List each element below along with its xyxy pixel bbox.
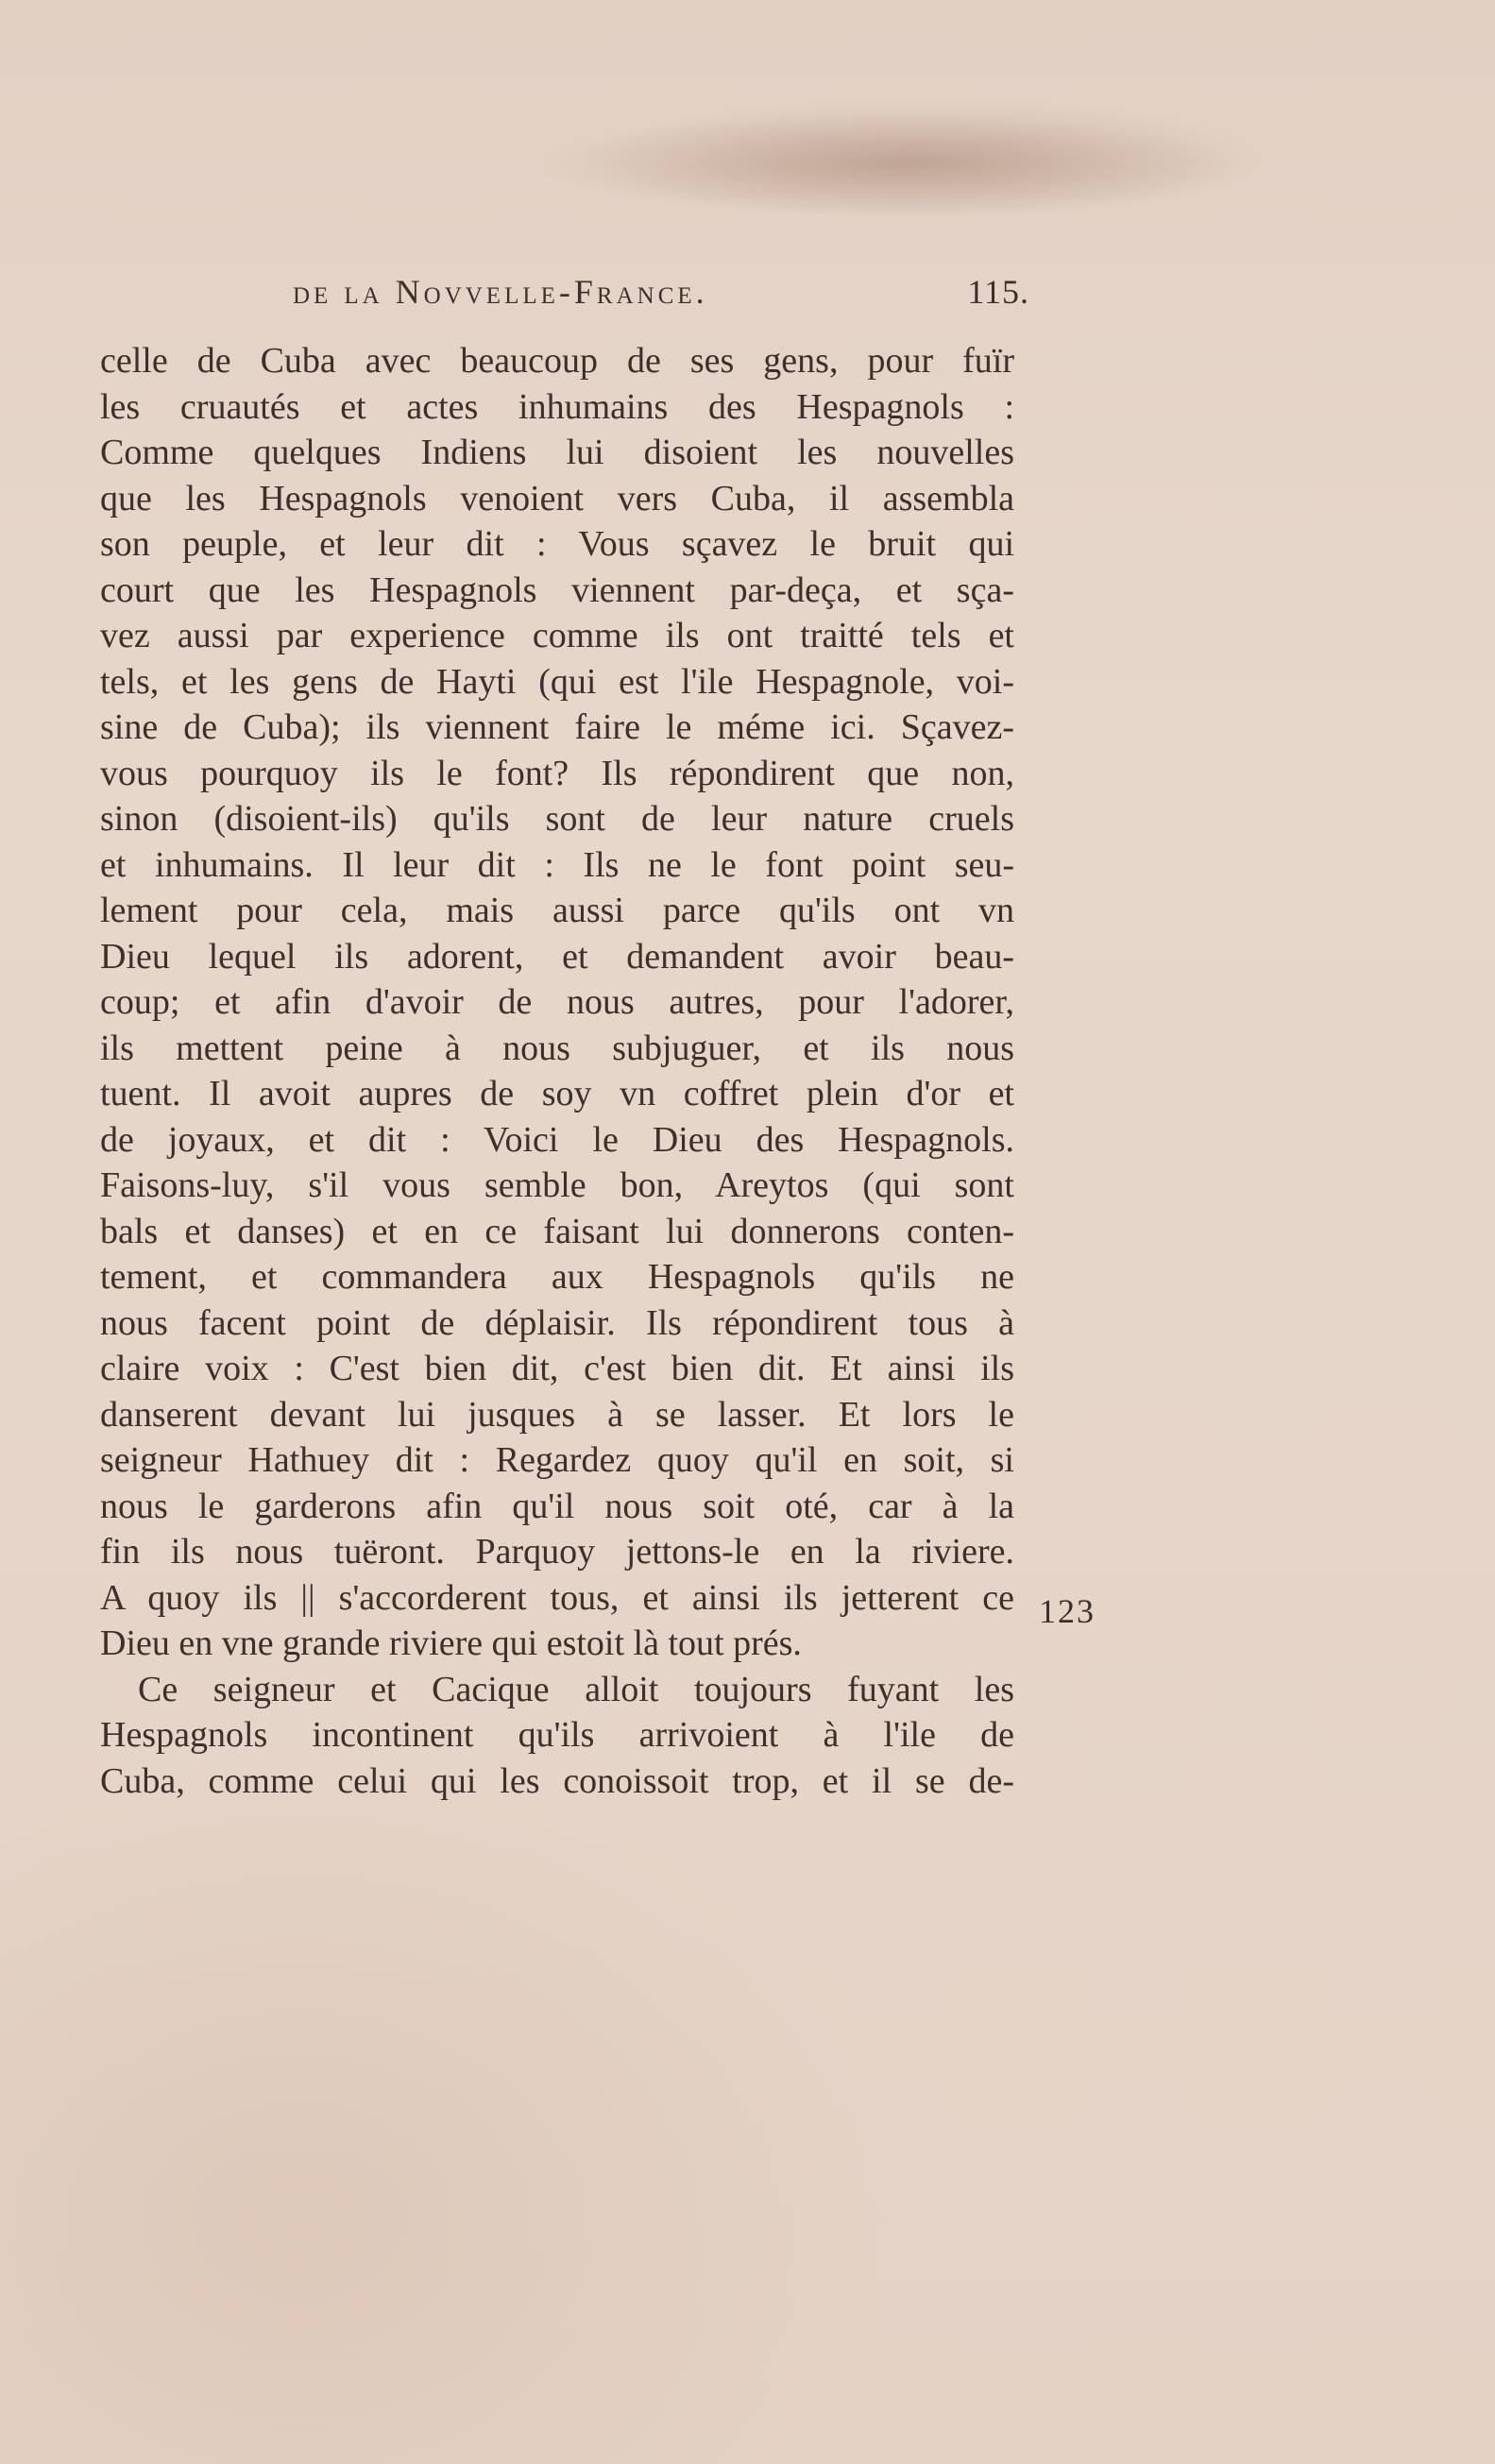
text-line: sinon (disoient-ils) qu'ils sont de leur nature cruels [100, 799, 1014, 839]
text-line: coup; et afin d'avoir de nous autres, pour l'adorer, [100, 982, 1014, 1022]
text-line: Dieu en vne grande riviere qui estoit là tout prés. [100, 1623, 802, 1663]
text-line: danserent devant lui jusques à se lasser. Et lors le [100, 1394, 1014, 1435]
text-line: ils mettent peine à nous subjuguer, et ils nous [100, 1028, 1014, 1068]
text-line: fin ils nous tuëront. Parquoy jettons-le en la riviere. [100, 1532, 1014, 1572]
running-title: de la Novvelle-France. [293, 273, 708, 311]
text-line: court que les Hespagnols viennent par-deça, et sça- [100, 569, 1014, 610]
text-line: Dieu lequel ils adorent, et demandent avoir beau- [100, 936, 1014, 977]
text-line: Cuba, comme celui qui les conoissoit trop, et il se de- [100, 1760, 1014, 1801]
text-line: lement pour cela, mais aussi parce qu'ils ont vn [100, 891, 1014, 930]
paper-stain [529, 113, 1247, 217]
paragraph-start-line: Ce seigneur et Cacique alloit toujours fuyant les [138, 1669, 1014, 1709]
text-line: claire voix : C'est bien dit, c'est bien dit. Et ainsi ils [100, 1349, 1014, 1388]
page-number: 115. [967, 273, 1029, 311]
text-line: les cruautés et actes inhumains des Hespagnols : [100, 386, 1014, 427]
text-line: Hespagnols incontinent qu'ils arrivoient à l'ile de [100, 1715, 1014, 1755]
text-line: celle de Cuba avec beaucoup de ses gens, pour fuïr [100, 341, 1014, 381]
text-line: Faisons-luy, s'il vous semble bon, Areytos (qui sont [100, 1165, 1014, 1205]
text-line: vez aussi par experience comme ils ont traitté tels et [100, 616, 1014, 655]
text-line: tuent. Il avoit aupres de soy vn coffret plein d'or et [100, 1074, 1014, 1113]
text-line: seigneur Hathuey dit : Regardez quoy qu'il en soit, si [100, 1440, 1014, 1480]
body-text [100, 338, 1014, 1804]
text-line: sine de Cuba); ils viennent faire le méme ici. Sçavez- [100, 707, 1014, 747]
text-line: tement, et commandera aux Hespagnols qu'ils ne [100, 1257, 1014, 1297]
text-line: vous pourquoy ils le font? Ils répondirent que non, [100, 753, 1014, 793]
margin-page-reference: 123 [1039, 1592, 1096, 1630]
text-line: nous le garderons afin qu'il nous soit oté, car à la [100, 1486, 1014, 1526]
text-line: nous facent point de déplaisir. Ils répondirent tous à [100, 1302, 1014, 1343]
page-header [293, 272, 1029, 319]
text-line: de joyaux, et dit : Voici le Dieu des Hespagnols. [100, 1119, 1014, 1160]
text-line: son peuple, et leur dit : Vous sçavez le bruit qui [100, 524, 1014, 564]
text-line: bals et danses) et en ce faisant lui donnerons conten- [100, 1211, 1014, 1251]
text-line: tels, et les gens de Hayti (qui est l'ile Hespagnole, voi- [100, 661, 1014, 702]
text-line: que les Hespagnols venoient vers Cuba, il assembla [100, 478, 1014, 518]
text-line: A quoy ils || s'accorderent tous, et ainsi ils jetterent ce [100, 1577, 1014, 1618]
text-line: et inhumains. Il leur dit : Ils ne le font point seu- [100, 844, 1014, 885]
text-line: Comme quelques Indiens lui disoient les nouvelles [100, 433, 1014, 472]
